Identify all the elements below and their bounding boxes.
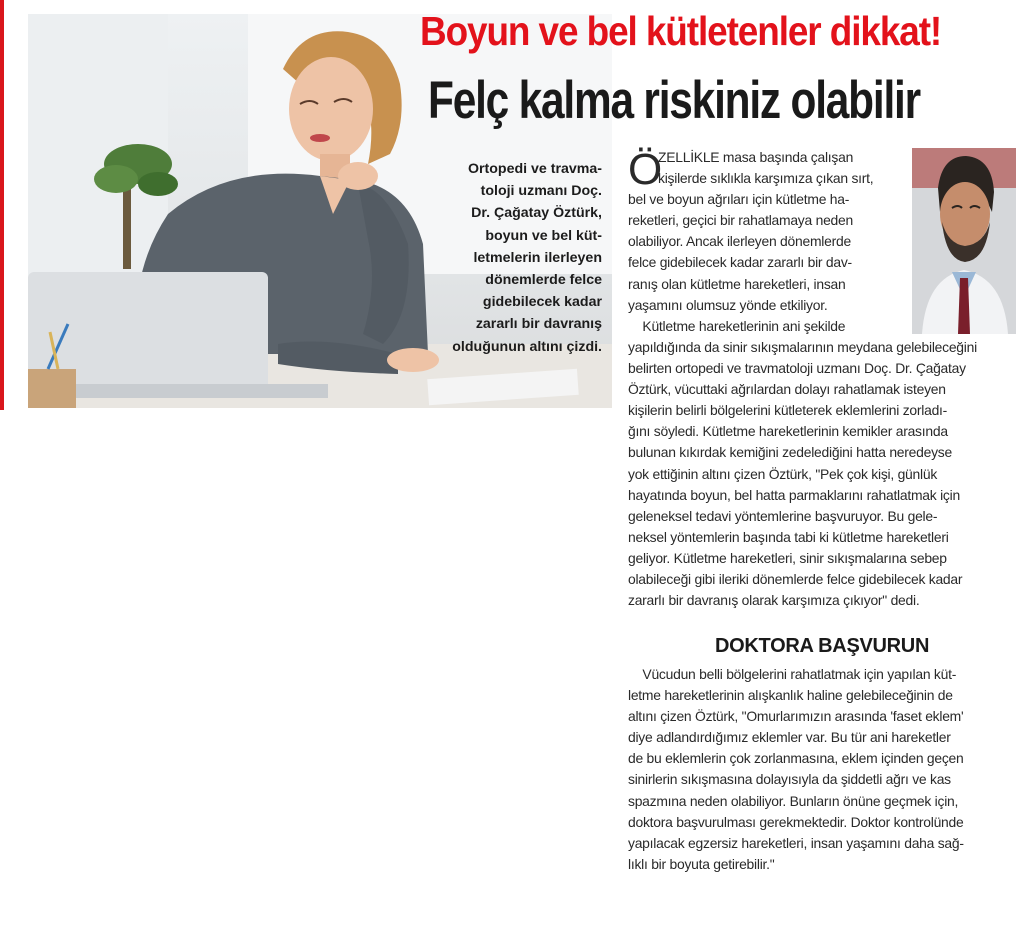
closing-line: lıklı bir boyuta getirebilir." [628, 855, 775, 872]
closing-line: yapılacak egzersiz hareketleri, insan yaşamını daha sağ- [628, 834, 964, 851]
body-line: yapıldığında da sinir sıkışmalarının meydana gelebileceğini [628, 339, 977, 355]
dropcap-letter: Ö [628, 145, 663, 194]
deck-line: Dr. Çağatay Öztürk, [471, 205, 602, 222]
body-line: neksel yöntemlerin başında tabi ki kütletme hareketleri [628, 528, 949, 545]
lead-line: yaşamını olumsuz yönde etkiliyor. [628, 296, 828, 313]
headline-red: Boyun ve bel kütletenler dikkat! [420, 8, 942, 54]
deck-line: olduğunun altını çizdi. [452, 338, 602, 355]
closing-line: Vücudun belli bölgelerini rahatlatmak için yapılan küt- [628, 666, 957, 682]
body-line: geliyor. Kütletme hareketleri, sinir sıkışmalarına sebep [628, 549, 947, 566]
deck-line: letmelerin ilerleyen [473, 249, 602, 266]
article-closing [628, 664, 1018, 875]
deck-line: boyun ve bel küt- [485, 227, 602, 244]
body-line: belirten ortopedi ve travmatoloji uzmanı Doç. Dr. Çağatay [628, 360, 966, 377]
deck-line: Ortopedi ve travma- [467, 161, 602, 177]
body-line: zararlı bir davranış olarak karşımıza çıkıyor" dedi. [628, 592, 920, 609]
lead-line: felce gidebilecek kadar zararlı bir dav- [628, 254, 852, 271]
lead-line: reketleri, geçici bir rahatlamaya neden [628, 212, 853, 229]
lead-line: olabiliyor. Ancak ilerleyen dönemlerde [628, 233, 851, 250]
lead-line: ZELLİKLE masa başında çalışan [658, 149, 854, 165]
closing-line: doktora başvurulması gerekmektedir. Doktor kontrolünde [628, 813, 964, 830]
body-line: yok ettiğinin altını çizen Öztürk, "Pek çok kişi, günlük [628, 465, 938, 482]
section-subhead: DOKTORA BAŞVURUN [715, 635, 930, 657]
body-line: geleneksel tedavi yöntemlerine başvuruyor. Bu gele- [628, 507, 938, 524]
headline-black: Felç kalma riskiniz olabilir [428, 71, 920, 130]
body-line: bulunan kıkırdak kemiğini zedelediğini hatta neredeyse [628, 444, 952, 461]
red-edge-rule [0, 0, 4, 410]
closing-line: sinirlerin sıkışmasına dolayısıyla da şiddetli ağrı ve kas [628, 771, 951, 788]
deck-line: dönemlerde felce [485, 272, 602, 289]
article-lead [628, 147, 1018, 337]
deck-line: gidebilecek kadar [482, 294, 602, 311]
deck-line: zararlı bir davranış [475, 316, 602, 333]
deck-summary [418, 158, 602, 358]
closing-line: de bu eklemlerin çok zorlanmasına, eklem içinden geçen [628, 750, 964, 767]
body-line: hayatında boyun, bel hatta parmaklarını rahatlatmak için [628, 486, 960, 503]
closing-line: spazmına neden olabiliyor. Bunların önüne geçmek için, [628, 792, 959, 809]
body-line: ğını söyledi. Kütletme hareketlerinin kemikler arasında [628, 423, 948, 440]
body-line: Öztürk, vücuttaki ağrılardan dolayı rahatlamak isteyen [628, 381, 946, 398]
article-body [628, 337, 1018, 611]
closing-line: diye adlandırdığımız eklemler var. Bu tür ani hareketler [628, 729, 951, 746]
lead-line: kişilerde sıklıkla karşımıza çıkan sırt, [658, 170, 874, 187]
lead-line: bel ve boyun ağrıları için kütletme ha- [628, 191, 850, 208]
lead-line: ranış olan kütletme hareketleri, insan [628, 275, 846, 292]
closing-line: altını çizen Öztürk, "Omurlarımızın arasında 'faset eklem' [628, 708, 964, 725]
lead-line: Kütletme hareketlerinin ani şekilde [628, 317, 846, 334]
body-line: kişilerin belirli bölgelerini kütleterek eklemlerini zorladı- [628, 402, 948, 419]
deck-line: toloji uzmanı Doç. [480, 183, 602, 200]
body-line: olabileceği gibi ileriki dönemlerde felce gidebilecek kadar [628, 571, 963, 588]
closing-line: letme hareketlerinin alışkanlık haline gelebileceğinin de [628, 687, 953, 704]
